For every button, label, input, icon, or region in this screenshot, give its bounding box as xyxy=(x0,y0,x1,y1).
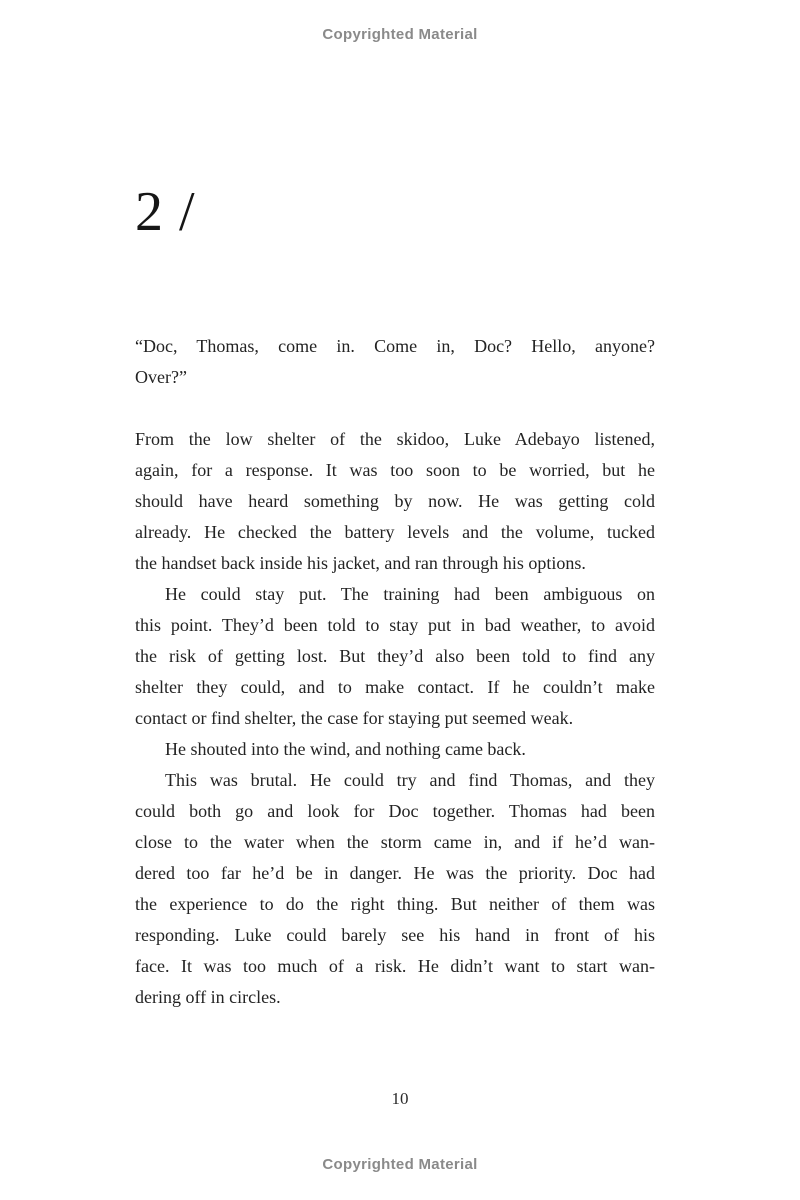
text-line: This was brutal. He could try and find Thomas, and they xyxy=(165,770,655,790)
page-number: 10 xyxy=(391,1089,409,1108)
paragraph xyxy=(135,579,655,734)
paragraph xyxy=(135,765,655,1013)
copyright-notice-bottom: Copyrighted Material xyxy=(322,1156,478,1173)
paragraph xyxy=(135,424,655,579)
chapter-heading: 2 / xyxy=(135,181,196,243)
text-line: the risk of getting lost. But they’d also been told to find any xyxy=(135,646,655,666)
text-line: the experience to do the right thing. But neither of them was xyxy=(135,894,655,914)
text-line: could both go and look for Doc together. Thomas had been xyxy=(135,801,655,821)
text-line: He shouted into the wind, and nothing came back. xyxy=(165,739,526,759)
text-line: shelter they could, and to make contact. If he couldn’t make xyxy=(135,677,655,697)
text-line: Over?” xyxy=(135,367,187,387)
paragraph xyxy=(135,331,655,393)
text-line: contact or find shelter, the case for staying put seemed weak. xyxy=(135,708,574,728)
copyright-notice-top: Copyrighted Material xyxy=(322,26,478,43)
text-line: dered too far he’d be in danger. He was the priority. Doc had xyxy=(135,863,655,883)
text-line: close to the water when the storm came in, and if he’d wan- xyxy=(135,832,655,852)
text-line: face. It was too much of a risk. He didn’t want to start wan- xyxy=(135,956,655,976)
text-line: the handset back inside his jacket, and ran through his options. xyxy=(135,553,586,573)
text-line: should have heard something by now. He was getting cold xyxy=(135,491,655,511)
text-line: He could stay put. The training had been ambiguous on xyxy=(165,584,655,604)
text-line: dering off in circles. xyxy=(135,987,281,1007)
body-text xyxy=(135,331,655,1013)
text-line: already. He checked the battery levels and the volume, tucked xyxy=(135,522,655,542)
text-line: From the low shelter of the skidoo, Luke Adebayo listened, xyxy=(135,429,655,449)
text-line: “Doc, Thomas, come in. Come in, Doc? Hello, anyone? xyxy=(135,336,655,356)
text-line: this point. They’d been told to stay put in bad weather, to avoid xyxy=(135,615,655,635)
text-line: responding. Luke could barely see his hand in front of his xyxy=(135,925,655,945)
paragraph xyxy=(135,734,655,765)
text-line: again, for a response. It was too soon to be worried, but he xyxy=(135,460,655,480)
